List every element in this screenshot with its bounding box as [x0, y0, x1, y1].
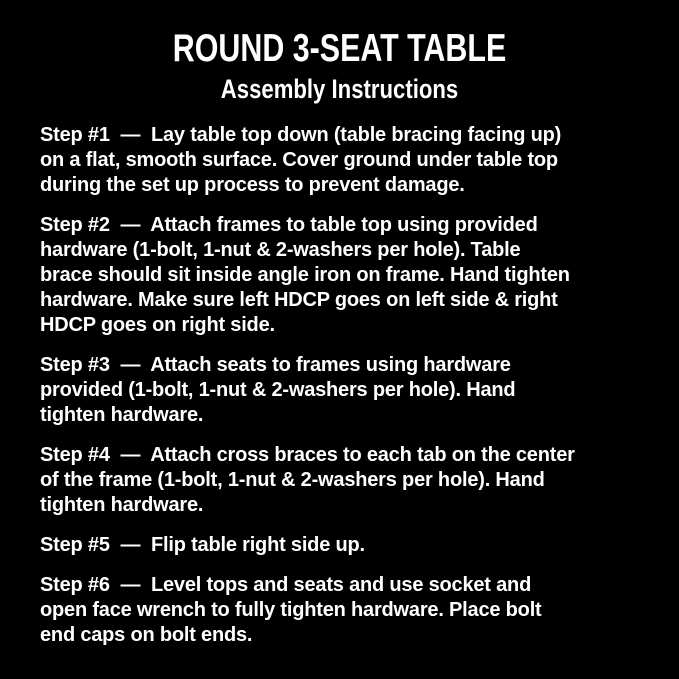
step-2-line-4: hardware. Make sure left HDCP goes on left side & right	[40, 289, 558, 311]
step-2-line-1: Step #2 — Attach frames to table top using provided	[40, 214, 538, 236]
step-2	[40, 213, 659, 338]
step-1	[40, 123, 659, 198]
step-3-line-3: tighten hardware.	[40, 404, 204, 426]
step-6	[40, 573, 659, 648]
step-5-line-1: Step #5 — Flip table right side up.	[40, 534, 365, 556]
step-1-line-3: during the set up process to prevent damage.	[40, 174, 465, 196]
step-1-line-1: Step #1 — Lay table top down (table bracing facing up)	[40, 124, 562, 146]
step-4	[40, 443, 659, 518]
step-3	[40, 353, 659, 428]
step-6-line-3: end caps on bolt ends.	[40, 624, 253, 646]
step-4-line-3: tighten hardware.	[40, 494, 204, 516]
step-4-line-1: Step #4 — Attach cross braces to each tab on the center	[40, 444, 575, 466]
page-title: ROUND 3-SEAT TABLE	[172, 27, 507, 70]
step-5	[40, 533, 659, 558]
page-subtitle: Assembly Instructions	[220, 74, 459, 104]
step-3-line-1: Step #3 — Attach seats to frames using hardware	[40, 354, 511, 376]
step-6-line-2: open face wrench to fully tighten hardware. Place bolt	[40, 599, 542, 621]
step-3-line-2: provided (1-bolt, 1-nut & 2-washers per hole). Hand	[40, 379, 516, 401]
steps-list	[0, 123, 679, 648]
step-1-line-2: on a flat, smooth surface. Cover ground under table top	[40, 149, 558, 171]
step-2-line-3: brace should sit inside angle iron on frame. Hand tighten	[40, 264, 570, 286]
step-6-line-1: Step #6 — Level tops and seats and use socket and	[40, 574, 532, 596]
step-2-line-5: HDCP goes on right side.	[40, 314, 275, 336]
step-4-line-2: of the frame (1-bolt, 1-nut & 2-washers per hole). Hand	[40, 469, 545, 491]
step-2-line-2: hardware (1-bolt, 1-nut & 2-washers per hole). Table	[40, 239, 521, 261]
